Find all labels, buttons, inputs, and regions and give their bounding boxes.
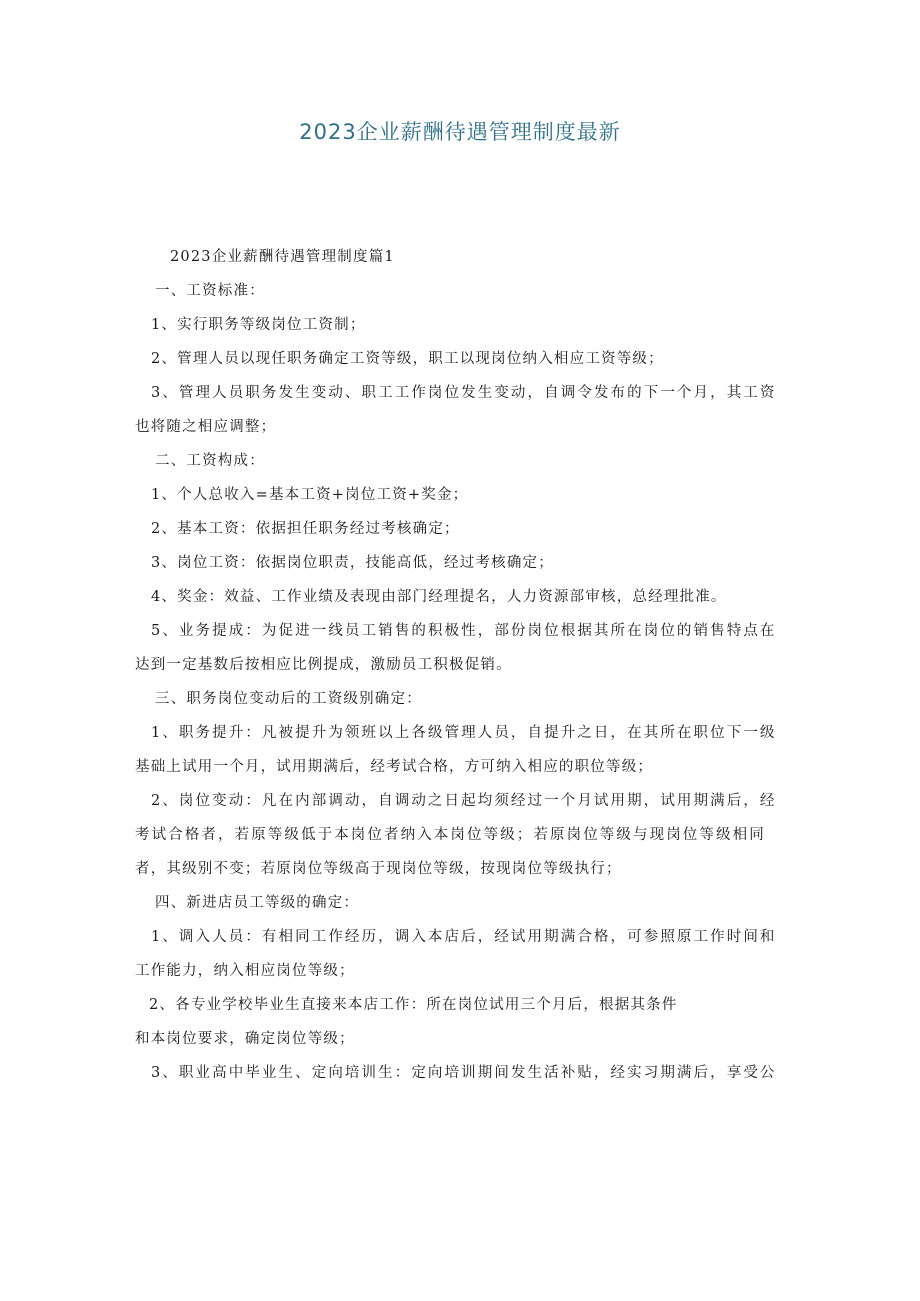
- paragraph-line: 2、岗位变动：凡在内部调动，自调动之日起均须经过一个月试用期，试用期满后，经: [151, 793, 777, 809]
- paragraph-line: 2、基本工资：依据担任职务经过考核确定；: [151, 521, 460, 537]
- paragraph-line: 四、新进店员工等级的确定：: [155, 895, 360, 911]
- paragraph-line: 1、职务提升：凡被提升为领班以上各级管理人员，自提升之日，在其所在职位下一级: [151, 725, 777, 741]
- paragraph-line: 二、工资构成：: [155, 453, 265, 469]
- document-body: [135, 240, 795, 1090]
- paragraph-line: 3、职业高中毕业生、定向培训生：定向培训期间发生活补贴，经实习期满后，享受公: [151, 1065, 777, 1081]
- paragraph-line: 1、个人总收入=基本工资+岗位工资+奖金；: [151, 487, 469, 503]
- paragraph-line: 者，其级别不变；若原岗位等级高于现岗位等级，按现岗位等级执行；: [135, 861, 622, 877]
- paragraph-line: 3、管理人员职务发生变动、职工工作岗位发生变动，自调令发布的下一个月，其工资: [151, 385, 777, 401]
- paragraph-line: 1、调入人员：有相同工作经历，调入本店后，经试用期满合格，可参照原工作时间和: [151, 929, 777, 945]
- paragraph-line: 2、各专业学校毕业生直接来本店工作：所在岗位试用三个月后，根据其条件: [149, 997, 678, 1013]
- paragraph-line: 一、工资标准：: [155, 283, 265, 299]
- paragraph-line: 工作能力，纳入相应岗位等级；: [135, 963, 355, 979]
- paragraph-line: 5、业务提成：为促进一线员工销售的积极性，部份岗位根据其所在岗位的销售特点在: [151, 623, 777, 639]
- paragraph-line: 达到一定基数后按相应比例提成，激励员工积极促销。: [135, 657, 512, 673]
- paragraph-line: 2、管理人员以现任职务确定工资等级，职工以现岗位纳入相应工资等级；: [151, 351, 664, 367]
- paragraph-line: 1、实行职务等级岗位工资制；: [151, 317, 366, 333]
- paragraph-line: 4、奖金：效益、工作业绩及表现由部门经理提名，人力资源部审核，总经理批准。: [151, 589, 727, 605]
- paragraph-line: 3、岗位工资：依据岗位职责，技能高低，经过考核确定；: [151, 555, 554, 571]
- document-title: 2023企业薪酬待遇管理制度最新: [299, 120, 621, 144]
- paragraph-line: 考试合格者，若原等级低于本岗位者纳入本岗位等级；若原岗位等级与现岗位等级相同: [135, 827, 766, 843]
- paragraph-line: 也将随之相应调整；: [135, 419, 277, 435]
- paragraph-line: 三、职务岗位变动后的工资级别确定：: [155, 691, 422, 707]
- paragraph-line: 和本岗位要求，确定岗位等级；: [135, 1031, 355, 1047]
- section-heading: 2023企业薪酬待遇管理制度篇1: [170, 249, 395, 265]
- paragraph-line: 基础上试用一个月，试用期满后，经考试合格，方可纳入相应的职位等级；: [135, 759, 654, 775]
